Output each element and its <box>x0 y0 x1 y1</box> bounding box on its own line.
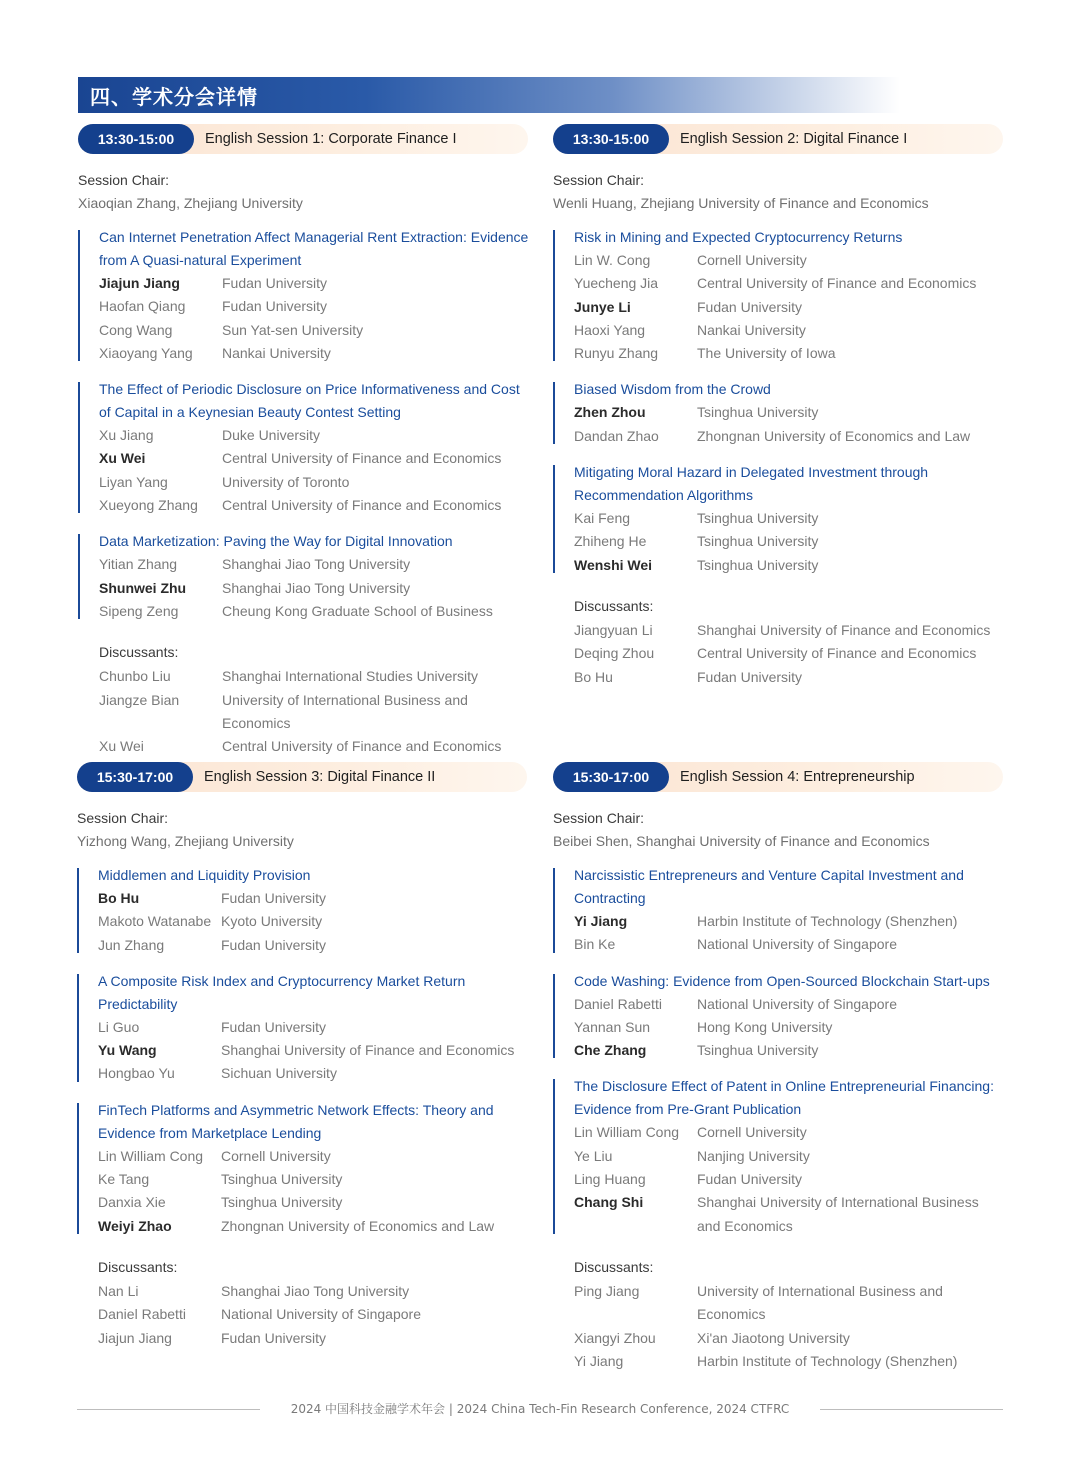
author-affiliation: Fudan University <box>222 275 328 291</box>
discussant-name: Deqing Zhou <box>574 645 655 662</box>
paper-title: Risk in Mining and Expected Cryptocurrency Returns <box>574 229 903 245</box>
author-affiliation: Harbin Institute of Technology (Shenzhen) <box>697 913 958 929</box>
session-3 <box>77 762 529 1350</box>
author-affiliation: National University of Singapore <box>697 936 897 953</box>
author-affiliation: Fudan University <box>221 1018 327 1035</box>
author-name: Kai Feng <box>574 510 631 527</box>
author-name: Li Guo <box>98 1018 140 1035</box>
author-name: Lin W. Cong <box>574 252 651 268</box>
author-row <box>99 424 530 447</box>
author-row <box>99 295 530 318</box>
discussant-row <box>574 1350 1005 1373</box>
session-title: English Session 2: Digital Finance I <box>680 131 908 147</box>
presenter-name: Zhen Zhou <box>574 404 646 421</box>
author-row <box>574 1121 1005 1144</box>
discussants-label: Discussants: <box>99 644 179 661</box>
author-name: Yannan Sun <box>574 1018 651 1035</box>
author-row <box>98 1145 529 1168</box>
author-row <box>99 577 530 600</box>
session-chair-label: Session Chair: <box>553 810 645 826</box>
discussant-name: Bo Hu <box>574 668 613 685</box>
presenter-name: Chang Shi <box>574 1194 644 1211</box>
author-name: Cong Wang <box>99 321 173 338</box>
author-affiliation: Shanghai University of Finance and Economics <box>221 1042 515 1059</box>
discussants-block <box>553 1256 1005 1373</box>
author-row <box>98 1062 529 1085</box>
author-row <box>574 296 1005 319</box>
discussant-name: Xu Wei <box>99 738 144 755</box>
author-affiliation: Shanghai Jiao Tong University <box>222 579 411 596</box>
paper-title: Biased Wisdom from the Crowd <box>574 381 771 398</box>
discussant-name: Chunbo Liu <box>99 668 171 685</box>
author-affiliation: Central University of Finance and Economics <box>222 450 502 467</box>
author-row <box>574 1168 1005 1191</box>
author-name: Dandan Zhao <box>574 427 659 444</box>
author-affiliation: National University of Singapore <box>697 995 897 1012</box>
author-affiliation: University of Toronto <box>222 473 350 490</box>
paper-title: The Effect of Periodic Disclosure on Price Informativeness and Cost of Capital in a Keynesian Beauty Contest Setting <box>99 381 520 421</box>
author-affiliation: Tsinghua University <box>697 510 819 527</box>
paper-entry <box>78 378 530 517</box>
discussant-row <box>574 619 1005 642</box>
author-affiliation: Duke University <box>222 427 321 444</box>
author-name: Xu Jiang <box>99 427 154 444</box>
author-affiliation: Cheung Kong Graduate School of Business <box>222 602 493 619</box>
author-row <box>574 401 1005 424</box>
presenter-name: Weiyi Zhao <box>98 1217 172 1234</box>
session-title: English Session 4: Entrepreneurship <box>680 769 915 785</box>
author-row <box>574 993 1005 1016</box>
paper-title: Narcissistic Entrepreneurs and Venture Capital Investment and Contracting <box>574 867 964 906</box>
session-title: English Session 1: Corporate Finance I <box>205 131 457 147</box>
author-row <box>574 249 1005 272</box>
author-row <box>99 494 530 517</box>
paper-entry <box>78 226 530 365</box>
discussant-name: Nan Li <box>98 1282 139 1299</box>
discussants-label: Discussants: <box>574 1258 654 1275</box>
discussants-block <box>553 595 1005 689</box>
session-chair-name: Beibei Shen, Shanghai University of Finance and Economics <box>553 833 930 849</box>
session-time-pill: 15:30-17:00 <box>553 762 669 792</box>
paper-entry <box>77 864 529 957</box>
author-name: Danxia Xie <box>98 1194 166 1211</box>
session-header <box>78 124 530 154</box>
author-row <box>574 1016 1005 1039</box>
discussant-affiliation: Shanghai University of Finance and Economics <box>697 621 991 638</box>
author-row <box>574 530 1005 553</box>
presenter-name: Wenshi Wei <box>574 556 653 573</box>
author-name: Runyu Zhang <box>574 345 659 362</box>
discussant-affiliation: Fudan University <box>221 1329 327 1346</box>
section-title: 四、学术分会详情 <box>90 84 258 109</box>
discussant-row <box>99 665 530 688</box>
discussant-affiliation: Xi'an Jiaotong University <box>697 1329 850 1346</box>
author-affiliation: Cornell University <box>221 1147 331 1164</box>
author-affiliation: Fudan University <box>221 890 327 906</box>
session-4 <box>553 762 1005 1373</box>
author-name: Ye Liu <box>574 1147 613 1164</box>
author-name: Bin Ke <box>574 936 616 953</box>
author-row <box>99 553 530 576</box>
paper-entry <box>553 1075 1005 1237</box>
presenter-name: Che Zhang <box>574 1042 647 1059</box>
author-row <box>99 600 530 623</box>
presenter-name: Jiajun Jiang <box>99 275 180 291</box>
author-row <box>98 910 529 933</box>
author-row <box>574 1191 1005 1238</box>
session-1 <box>78 124 530 758</box>
paper-title: Can Internet Penetration Affect Managerial Rent Extraction: Evidence from A Quasi-natural Experiment <box>99 229 529 268</box>
session-chair-label: Session Chair: <box>553 172 645 188</box>
discussants-label: Discussants: <box>98 1258 178 1275</box>
author-row <box>98 1039 529 1062</box>
paper-title: Mitigating Moral Hazard in Delegated Investment through Recommendation Algorithms <box>574 464 929 504</box>
paper-entry <box>553 970 1005 1063</box>
session-header <box>77 762 529 792</box>
presenter-name: Shunwei Zhu <box>99 579 187 596</box>
paper-entry <box>77 1099 529 1238</box>
paper-title: Code Washing: Evidence from Open-Sourced Blockchain Start-ups <box>574 972 990 989</box>
author-name: Ling Huang <box>574 1171 646 1188</box>
author-affiliation: Kyoto University <box>221 913 323 930</box>
session-chair-name: Yizhong Wang, Zhejiang University <box>77 833 294 849</box>
author-row <box>574 272 1005 295</box>
author-name: Daniel Rabetti <box>574 995 662 1012</box>
discussant-name: Yi Jiang <box>574 1352 624 1369</box>
author-affiliation: Fudan University <box>697 298 803 315</box>
author-name: Zhiheng He <box>574 533 647 550</box>
author-row <box>98 1016 529 1039</box>
discussant-row <box>98 1327 529 1350</box>
session-header <box>553 762 1005 792</box>
discussant-affiliation: Central University of Finance and Economics <box>697 645 977 662</box>
discussant-row <box>98 1280 529 1303</box>
author-name: Xiaoyang Yang <box>99 344 193 361</box>
discussant-affiliation: Central University of Finance and Economics <box>222 738 502 755</box>
footer-text: 2024 中国科技金融学术年会 | 2024 China Tech-Fin Research Conference, 2024 CTFRC <box>290 1402 790 1416</box>
author-row <box>574 554 1005 577</box>
author-affiliation: Hong Kong University <box>697 1018 833 1035</box>
session-2 <box>553 124 1005 689</box>
author-row <box>574 342 1005 365</box>
author-row <box>99 319 530 342</box>
discussant-affiliation: University of International Business and Economics <box>222 691 468 731</box>
paper-entry <box>553 461 1005 577</box>
section-banner <box>78 77 900 113</box>
author-row <box>98 887 529 910</box>
author-row <box>99 471 530 494</box>
session-chair-name: Xiaoqian Zhang, Zhejiang University <box>78 195 303 211</box>
author-affiliation: Nankai University <box>222 344 331 361</box>
author-affiliation: Tsinghua University <box>221 1171 343 1188</box>
author-row <box>574 1039 1005 1062</box>
author-affiliation: Sun Yat-sen University <box>222 321 364 338</box>
author-affiliation: Central University of Finance and Economics <box>697 275 977 292</box>
author-name: Yuecheng Jia <box>574 275 659 292</box>
author-name: Haofan Qiang <box>99 298 186 315</box>
author-name: Xueyong Zhang <box>99 497 198 514</box>
author-affiliation: Shanghai University of International Business and Economics <box>697 1194 979 1234</box>
author-affiliation: Tsinghua University <box>697 556 819 573</box>
paper-entry <box>77 970 529 1086</box>
discussant-affiliation: Harbin Institute of Technology (Shenzhen) <box>697 1352 958 1369</box>
discussant-row <box>574 1280 1005 1327</box>
author-affiliation: Cornell University <box>697 1124 807 1141</box>
discussant-affiliation: Shanghai International Studies University <box>222 668 479 685</box>
discussant-row <box>574 642 1005 665</box>
author-affiliation: Cornell University <box>697 252 807 268</box>
author-name: Jun Zhang <box>98 936 165 953</box>
author-affiliation: The University of Iowa <box>697 345 836 362</box>
discussant-row <box>574 1327 1005 1350</box>
author-affiliation: Tsinghua University <box>221 1194 343 1211</box>
discussants-block <box>77 1256 529 1350</box>
discussant-name: Ping Jiang <box>574 1282 640 1299</box>
session-time-pill: 13:30-15:00 <box>553 124 669 154</box>
paper-entry <box>553 378 1005 448</box>
author-name: Ke Tang <box>98 1171 150 1188</box>
discussant-affiliation: Fudan University <box>697 668 803 685</box>
author-affiliation: Shanghai Jiao Tong University <box>222 556 411 573</box>
paper-title: A Composite Risk Index and Cryptocurrency Market Return Predictability <box>98 972 466 1012</box>
author-affiliation: Fudan University <box>221 936 327 953</box>
session-header <box>553 124 1005 154</box>
author-name: Makoto Watanabe <box>98 913 212 930</box>
author-row <box>98 1168 529 1191</box>
presenter-name: Yi Jiang <box>574 913 628 929</box>
paper-entry <box>553 226 1005 365</box>
author-name: Yitian Zhang <box>99 556 178 573</box>
session-chair-name: Wenli Huang, Zhejiang University of Finance and Economics <box>553 195 929 211</box>
author-row <box>99 342 530 365</box>
session-chair-label: Session Chair: <box>78 172 170 188</box>
author-name: Hongbao Yu <box>98 1065 175 1082</box>
author-affiliation: Nankai University <box>697 321 806 338</box>
author-name: Haoxi Yang <box>574 321 646 338</box>
author-row <box>574 319 1005 342</box>
author-name: Liyan Yang <box>99 473 168 490</box>
discussant-affiliation: University of International Business and Economics <box>697 1282 943 1323</box>
discussant-name: Jiangze Bian <box>99 691 180 708</box>
presenter-name: Bo Hu <box>98 890 140 906</box>
paper-title: FinTech Platforms and Asymmetric Network Effects: Theory and Evidence from Marketplace Lending <box>98 1101 494 1141</box>
paper-title: Data Marketization: Paving the Way for Digital Innovation <box>99 533 453 550</box>
discussant-name: Jiangyuan Li <box>574 621 653 638</box>
author-row <box>98 1215 529 1238</box>
author-affiliation: Fudan University <box>697 1171 803 1188</box>
author-row <box>574 507 1005 530</box>
presenter-name: Yu Wang <box>98 1042 157 1059</box>
paper-title: Middlemen and Liquidity Provision <box>98 867 311 883</box>
author-affiliation: Nanjing University <box>697 1147 810 1164</box>
discussants-label: Discussants: <box>574 597 654 614</box>
author-row <box>574 1145 1005 1168</box>
author-name: Lin William Cong <box>98 1147 204 1164</box>
author-affiliation: Zhongnan University of Economics and Law <box>697 427 971 444</box>
author-affiliation: Zhongnan University of Economics and Law <box>221 1217 495 1234</box>
paper-entry <box>553 864 1005 957</box>
author-affiliation: Fudan University <box>222 298 328 315</box>
author-affiliation: Central University of Finance and Economics <box>222 497 502 514</box>
presenter-name: Junye Li <box>574 298 631 315</box>
author-affiliation: Sichuan University <box>221 1065 337 1082</box>
author-row <box>99 272 530 295</box>
discussant-row <box>99 735 530 758</box>
author-row <box>574 425 1005 448</box>
discussant-name: Jiajun Jiang <box>98 1329 172 1346</box>
session-time-pill: 13:30-15:00 <box>78 124 194 154</box>
author-affiliation: Tsinghua University <box>697 404 819 421</box>
paper-title: The Disclosure Effect of Patent in Online Entrepreneurial Financing: Evidence from Pre-Grant Publication <box>574 1078 994 1118</box>
author-row <box>574 933 1005 956</box>
author-name: Sipeng Zeng <box>99 602 179 619</box>
author-affiliation: Tsinghua University <box>697 533 819 550</box>
discussant-row <box>99 689 530 736</box>
author-affiliation: Tsinghua University <box>697 1042 819 1059</box>
session-title: English Session 3: Digital Finance II <box>204 769 436 785</box>
discussant-row <box>98 1303 529 1326</box>
author-row <box>98 934 529 957</box>
author-row <box>574 910 1005 933</box>
author-name: Lin William Cong <box>574 1124 680 1141</box>
session-time-pill: 15:30-17:00 <box>77 762 193 792</box>
discussant-row <box>574 666 1005 689</box>
discussant-affiliation: Shanghai Jiao Tong University <box>221 1282 410 1299</box>
presenter-name: Xu Wei <box>99 450 146 467</box>
discussants-block <box>78 641 530 758</box>
discussant-name: Daniel Rabetti <box>98 1306 186 1323</box>
discussant-name: Xiangyi Zhou <box>574 1329 656 1346</box>
discussant-affiliation: National University of Singapore <box>221 1306 421 1323</box>
paper-entry <box>78 530 530 623</box>
author-row <box>99 447 530 470</box>
author-row <box>98 1191 529 1214</box>
session-chair-label: Session Chair: <box>77 810 169 826</box>
